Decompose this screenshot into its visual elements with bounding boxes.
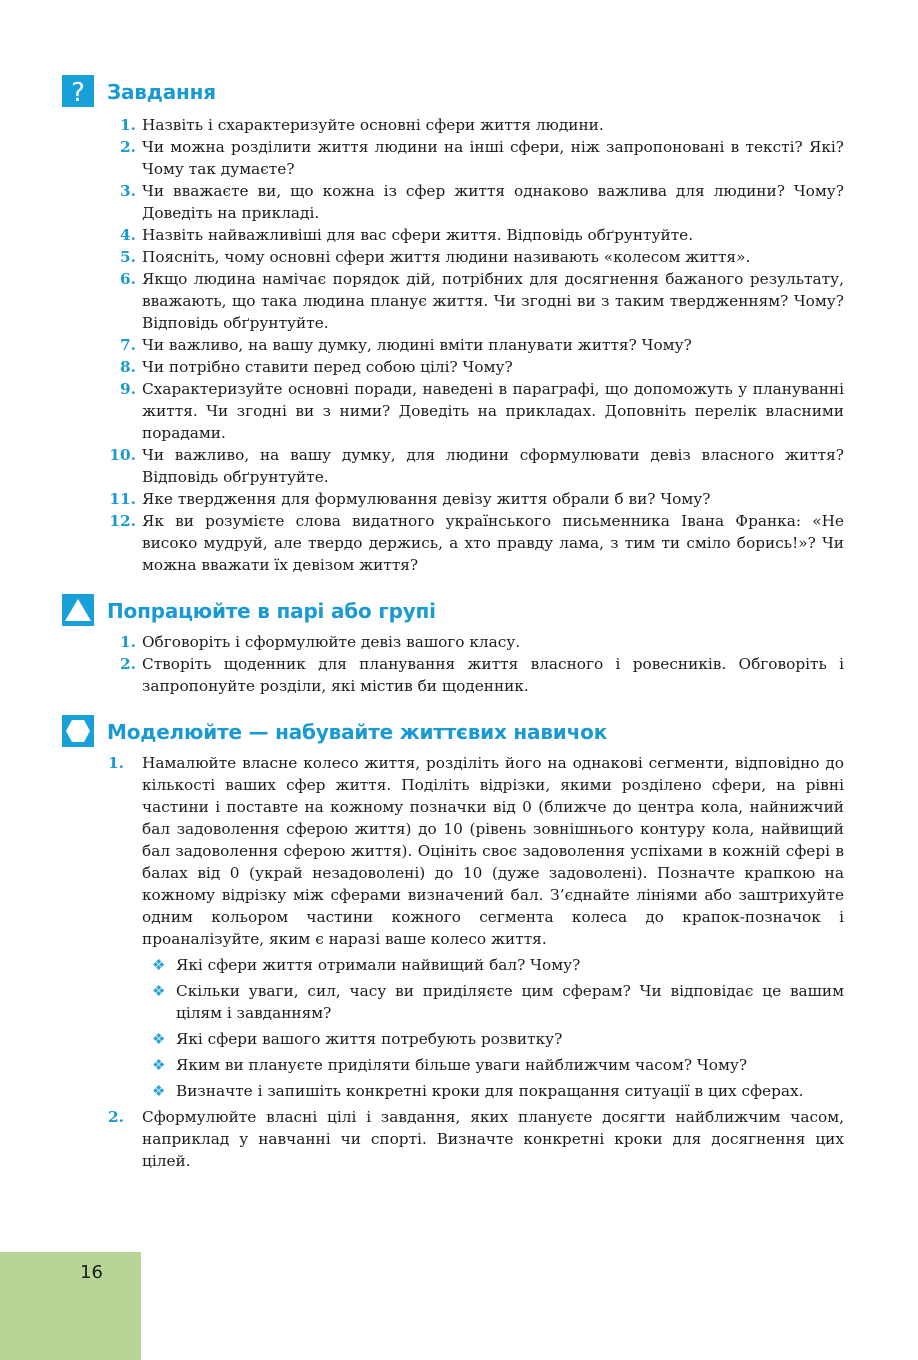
diamond-bullet-icon: ❖: [152, 1030, 166, 1048]
bullet-list: [142, 954, 844, 1102]
hexagon-icon: [62, 715, 94, 747]
pair-title: Попрацюйте в парі або групі: [107, 599, 436, 623]
triangle-icon: [62, 594, 94, 626]
list-item: [62, 488, 852, 510]
item-number: 12.: [109, 512, 136, 530]
bullet-item: [142, 980, 844, 1024]
item-number: 7.: [120, 336, 136, 354]
item-text: Назвіть і схарактеризуйте основні сфери життя людини.: [142, 116, 604, 134]
pair-header: [62, 594, 852, 628]
item-text: Намалюйте власне колесо життя, розділіть його на однакові сегменти, відповідно до кількості ваших сфер життя. Поділіть відрізки, якими розділено сфери, на рівні частини і поставте на кожному позначки від 0 (ближче до центра кола, найнижчий бал задоволення сферою життя) до 10 (рівень зовнішнього контуру кола, найвищий бал задоволення сферою життя). Оцініть своє задоволення успіхами в кожній сфері в балах від 0 (украй незадоволені) до 10 (дуже задоволені). Позначте крапкою на кожному відрізку між сферами визначений бал. З’єднайте лініями або заштрихуйте одним кольором частини кожного сегмента колеса до крапок-позначок і проаналізуйте, яким є наразі ваше колесо життя.: [142, 754, 844, 948]
list-item: [62, 246, 852, 268]
item-number: 2.: [108, 1108, 124, 1126]
item-number: 3.: [120, 182, 136, 200]
item-number: 8.: [120, 358, 136, 376]
item-number: 10.: [109, 446, 136, 464]
svg-text:?: ?: [71, 78, 85, 107]
item-number: 9.: [120, 380, 136, 398]
list-item: [62, 136, 852, 180]
item-text: Чи важливо, на вашу думку, людині вміти планувати життя? Чому?: [142, 336, 692, 354]
list-item: [62, 752, 852, 1102]
item-text: Чи важливо, на вашу думку, для людини сформулювати девіз власного життя? Відповідь обґрунтуйте.: [142, 446, 844, 486]
tasks-title: Завдання: [107, 80, 216, 104]
item-text: Чи потрібно ставити перед собою цілі? Чому?: [142, 358, 513, 376]
bullet-item: [142, 1028, 844, 1050]
page-number-tab: [0, 1252, 141, 1360]
item-number: 2.: [120, 138, 136, 156]
item-number: 2.: [120, 655, 136, 673]
model-list: [62, 752, 852, 1172]
item-text: Чи вважаєте ви, що кожна із сфер життя однаково важлива для людини? Чому? Доведіть на прикладі.: [142, 182, 844, 222]
item-text: Поясніть, чому основні сфери життя людини називають «колесом життя».: [142, 248, 751, 266]
pair-list: [62, 631, 852, 697]
diamond-bullet-icon: ❖: [152, 1056, 166, 1074]
bullet-item: [142, 954, 844, 976]
model-header: [62, 715, 852, 749]
list-item: [62, 378, 852, 444]
item-text: Яке твердження для формулювання девізу життя обрали б ви? Чому?: [142, 490, 711, 508]
item-number: 1.: [108, 754, 124, 772]
list-item: [62, 1106, 852, 1172]
item-number: 6.: [120, 270, 136, 288]
list-item: [62, 356, 852, 378]
list-item: [62, 510, 852, 576]
list-item: [62, 224, 852, 246]
bullet-text: Яким ви плануєте приділяти більше уваги найближчим часом? Чому?: [176, 1056, 748, 1074]
diamond-bullet-icon: ❖: [152, 956, 166, 974]
item-text: Схарактеризуйте основні поради, наведені в параграфі, що допоможуть у плануванні життя. Чи згодні ви з ними? Доведіть на прикладах. Доповніть перелік власними порадами.: [142, 380, 844, 442]
bullet-text: Які сфери вашого життя потребують розвитку?: [176, 1030, 563, 1048]
item-text: Створіть щоденник для планування життя власного і ровесників. Обговоріть і запропонуйте розділи, які містив би щоденник.: [142, 655, 844, 695]
item-text: Обговоріть і сформулюйте девіз вашого класу.: [142, 633, 521, 651]
list-item: [62, 444, 852, 488]
bullet-text: Які сфери життя отримали найвищий бал? Чому?: [176, 956, 581, 974]
diamond-bullet-icon: ❖: [152, 1082, 166, 1100]
pair-section: [62, 594, 852, 697]
item-number: 11.: [109, 490, 136, 508]
page-number: 16: [80, 1262, 103, 1283]
list-item: [62, 631, 852, 653]
list-item: [62, 334, 852, 356]
bullet-item: [142, 1054, 844, 1076]
model-title: Моделюйте — набувайте життєвих навичок: [107, 720, 608, 744]
item-text: Чи можна розділити життя людини на інші сфери, ніж запропоновані в тексті? Які? Чому так думаєте?: [142, 138, 844, 178]
question-mark-icon: [62, 75, 94, 107]
item-number: 1.: [120, 116, 136, 134]
bullet-text: Скільки уваги, сил, часу ви приділяєте цим сферам? Чи відповідає це вашим цілям і завданням?: [176, 982, 844, 1022]
item-number: 4.: [120, 226, 136, 244]
model-section: [62, 715, 852, 1172]
bullet-item: [142, 1080, 844, 1102]
list-item: [62, 180, 852, 224]
diamond-bullet-icon: ❖: [152, 982, 166, 1000]
tasks-section: [62, 75, 852, 576]
list-item: [62, 114, 852, 136]
item-text: Як ви розумієте слова видатного українського письменника Івана Франка: «Не високо мудруй, але твердо держись, а хто правду лама, з тим ти сміло борись!»? Чи можна вважати їх девізом життя?: [142, 512, 844, 574]
item-text: Якщо людина намічає порядок дій, потрібних для досягнення бажаного результату, вважають, що така людина планує життя. Чи згодні ви з таким твердженням? Чому? Відповідь обґрунтуйте.: [142, 270, 844, 332]
list-item: [62, 653, 852, 697]
item-number: 5.: [120, 248, 136, 266]
item-number: 1.: [120, 633, 136, 651]
tasks-list: [62, 114, 852, 576]
item-text: Назвіть найважливіші для вас сфери життя. Відповідь обґрунтуйте.: [142, 226, 694, 244]
bullet-text: Визначте і запишіть конкретні кроки для покращання ситуації в цих сферах.: [176, 1082, 804, 1100]
tasks-header: [62, 75, 852, 109]
item-text: Сформулюйте власні цілі і завдання, яких плануєте досягти найближчим часом, наприклад у навчанні чи спорті. Визначте конкретні кроки для досягнення цих цілей.: [142, 1108, 844, 1170]
list-item: [62, 268, 852, 334]
